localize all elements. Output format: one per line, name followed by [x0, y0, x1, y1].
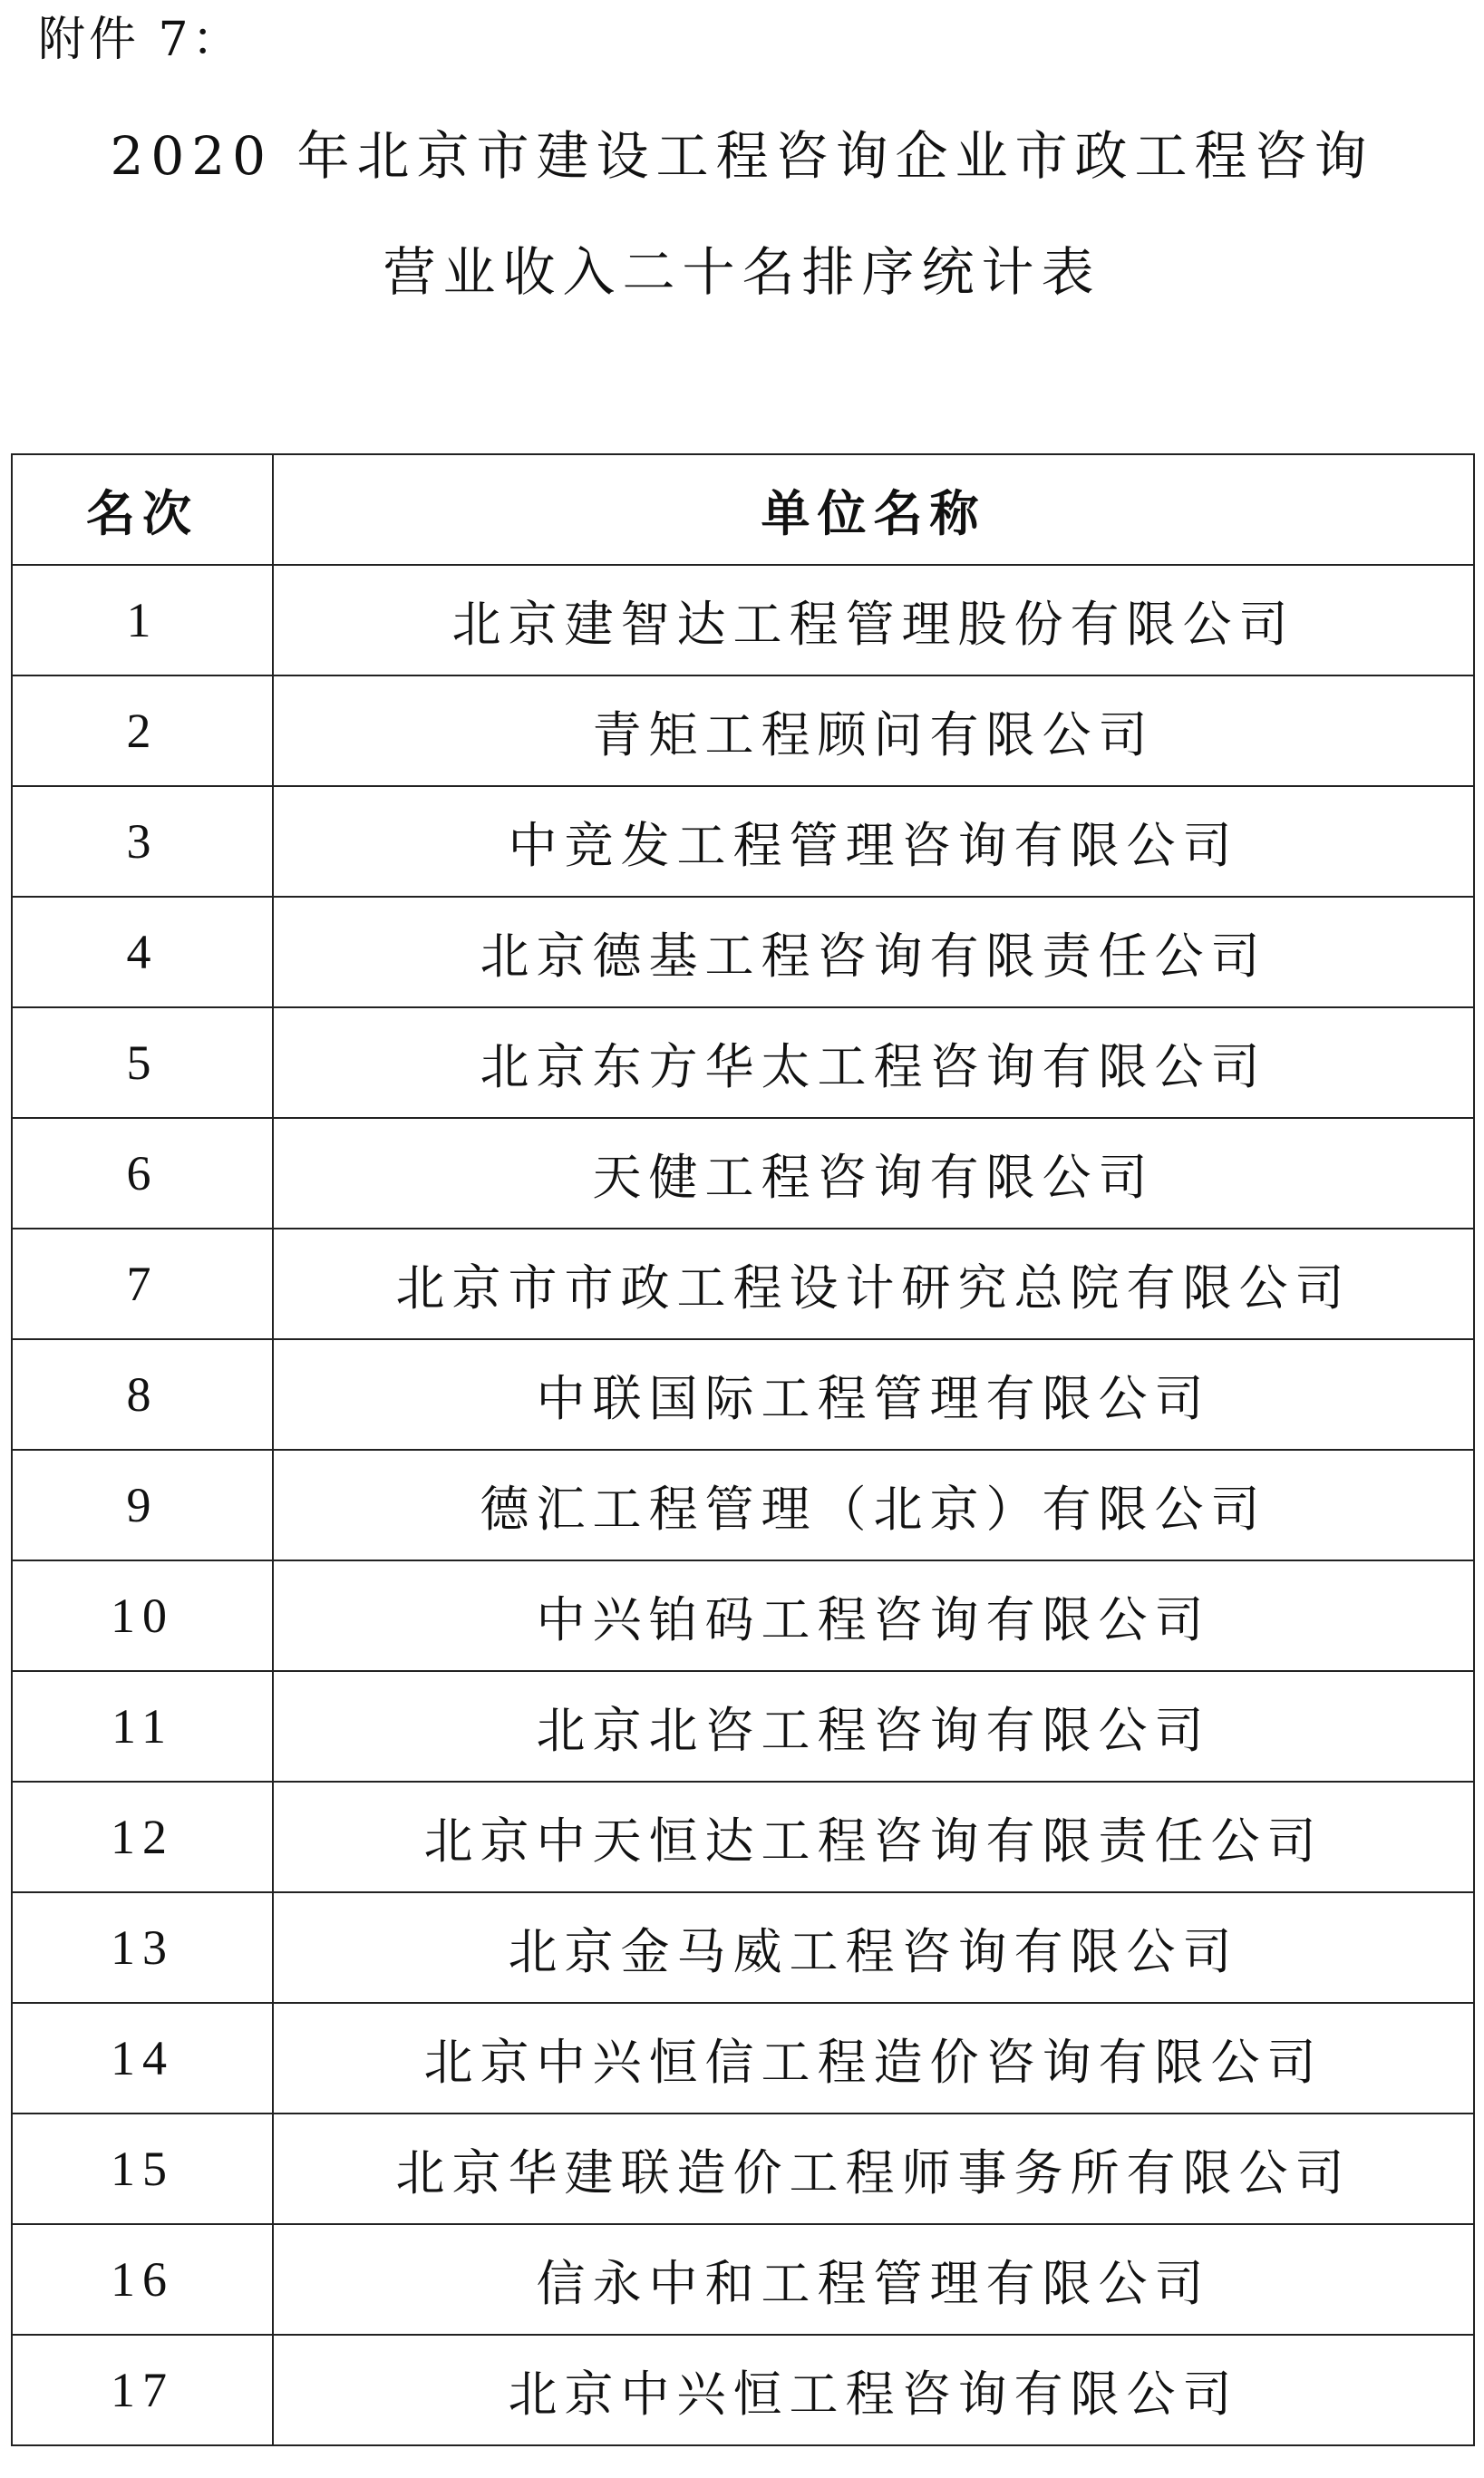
- rank-cell: 5: [12, 1007, 273, 1118]
- rank-cell: 13: [12, 1892, 273, 2003]
- company-name-cell: 北京德基工程咨询有限责任公司: [273, 897, 1474, 1007]
- company-name-cell: 北京中天恒达工程咨询有限责任公司: [273, 1782, 1474, 1892]
- company-name-cell: 天健工程咨询有限公司: [273, 1118, 1474, 1229]
- company-name-cell: 中联国际工程管理有限公司: [273, 1339, 1474, 1450]
- table-row: [12, 565, 1474, 675]
- table-row: [12, 897, 1474, 1007]
- table-row: [12, 2335, 1474, 2445]
- company-name-cell: 北京华建联造价工程师事务所有限公司: [273, 2114, 1474, 2224]
- company-name-cell: 北京中兴恒工程咨询有限公司: [273, 2335, 1474, 2445]
- rank-cell: 1: [12, 565, 273, 675]
- company-name-cell: 中竞发工程管理咨询有限公司: [273, 786, 1474, 897]
- rank-cell: 14: [12, 2003, 273, 2114]
- table-row: [12, 2224, 1474, 2335]
- rank-cell: 10: [12, 1560, 273, 1671]
- rank-cell: 16: [12, 2224, 273, 2335]
- company-name-cell: 信永中和工程管理有限公司: [273, 2224, 1474, 2335]
- rank-cell: 4: [12, 897, 273, 1007]
- attachment-label: 附件 7：: [38, 13, 243, 67]
- document-title-line-1: 2020 年北京市建设工程咨询企业市政工程咨询: [110, 125, 1374, 187]
- rank-cell: 12: [12, 1782, 273, 1892]
- company-name-cell: 北京东方华太工程咨询有限公司: [273, 1007, 1474, 1118]
- table-row: [12, 1782, 1474, 1892]
- rank-cell: 2: [12, 675, 273, 786]
- table-row: [12, 786, 1474, 897]
- company-name-cell: 青矩工程顾问有限公司: [273, 675, 1474, 786]
- company-name-cell: 德汇工程管理（北京）有限公司: [273, 1450, 1474, 1560]
- table-row: [12, 1007, 1474, 1118]
- company-name-cell: 北京建智达工程管理股份有限公司: [273, 565, 1474, 675]
- table-row: [12, 2003, 1474, 2114]
- rank-cell: 11: [12, 1671, 273, 1782]
- table-row: [12, 1671, 1474, 1782]
- company-name-cell: 北京中兴恒信工程造价咨询有限公司: [273, 2003, 1474, 2114]
- table-row: [12, 1450, 1474, 1560]
- table-header-row: [12, 454, 1474, 565]
- rank-cell: 7: [12, 1229, 273, 1339]
- table-row: [12, 675, 1474, 786]
- table-row: [12, 1892, 1474, 2003]
- table-row: [12, 1229, 1474, 1339]
- company-name-cell: 北京北咨工程咨询有限公司: [273, 1671, 1474, 1782]
- table-row: [12, 1560, 1474, 1671]
- table-row: [12, 1118, 1474, 1229]
- rank-cell: 3: [12, 786, 273, 897]
- table-row: [12, 2114, 1474, 2224]
- rank-column-header: 名次: [12, 454, 273, 565]
- company-name-cell: 中兴铂码工程咨询有限公司: [273, 1560, 1474, 1671]
- document-title-line-2: 营业收入二十名排序统计表: [383, 241, 1101, 303]
- company-name-cell: 北京金马威工程咨询有限公司: [273, 1892, 1474, 2003]
- rank-cell: 9: [12, 1450, 273, 1560]
- table-row: [12, 1339, 1474, 1450]
- rank-cell: 17: [12, 2335, 273, 2445]
- name-column-header: 单位名称: [273, 454, 1474, 565]
- rank-cell: 15: [12, 2114, 273, 2224]
- company-name-cell: 北京市市政工程设计研究总院有限公司: [273, 1229, 1474, 1339]
- rank-cell: 6: [12, 1118, 273, 1229]
- ranking-table: [11, 453, 1475, 2446]
- rank-cell: 8: [12, 1339, 273, 1450]
